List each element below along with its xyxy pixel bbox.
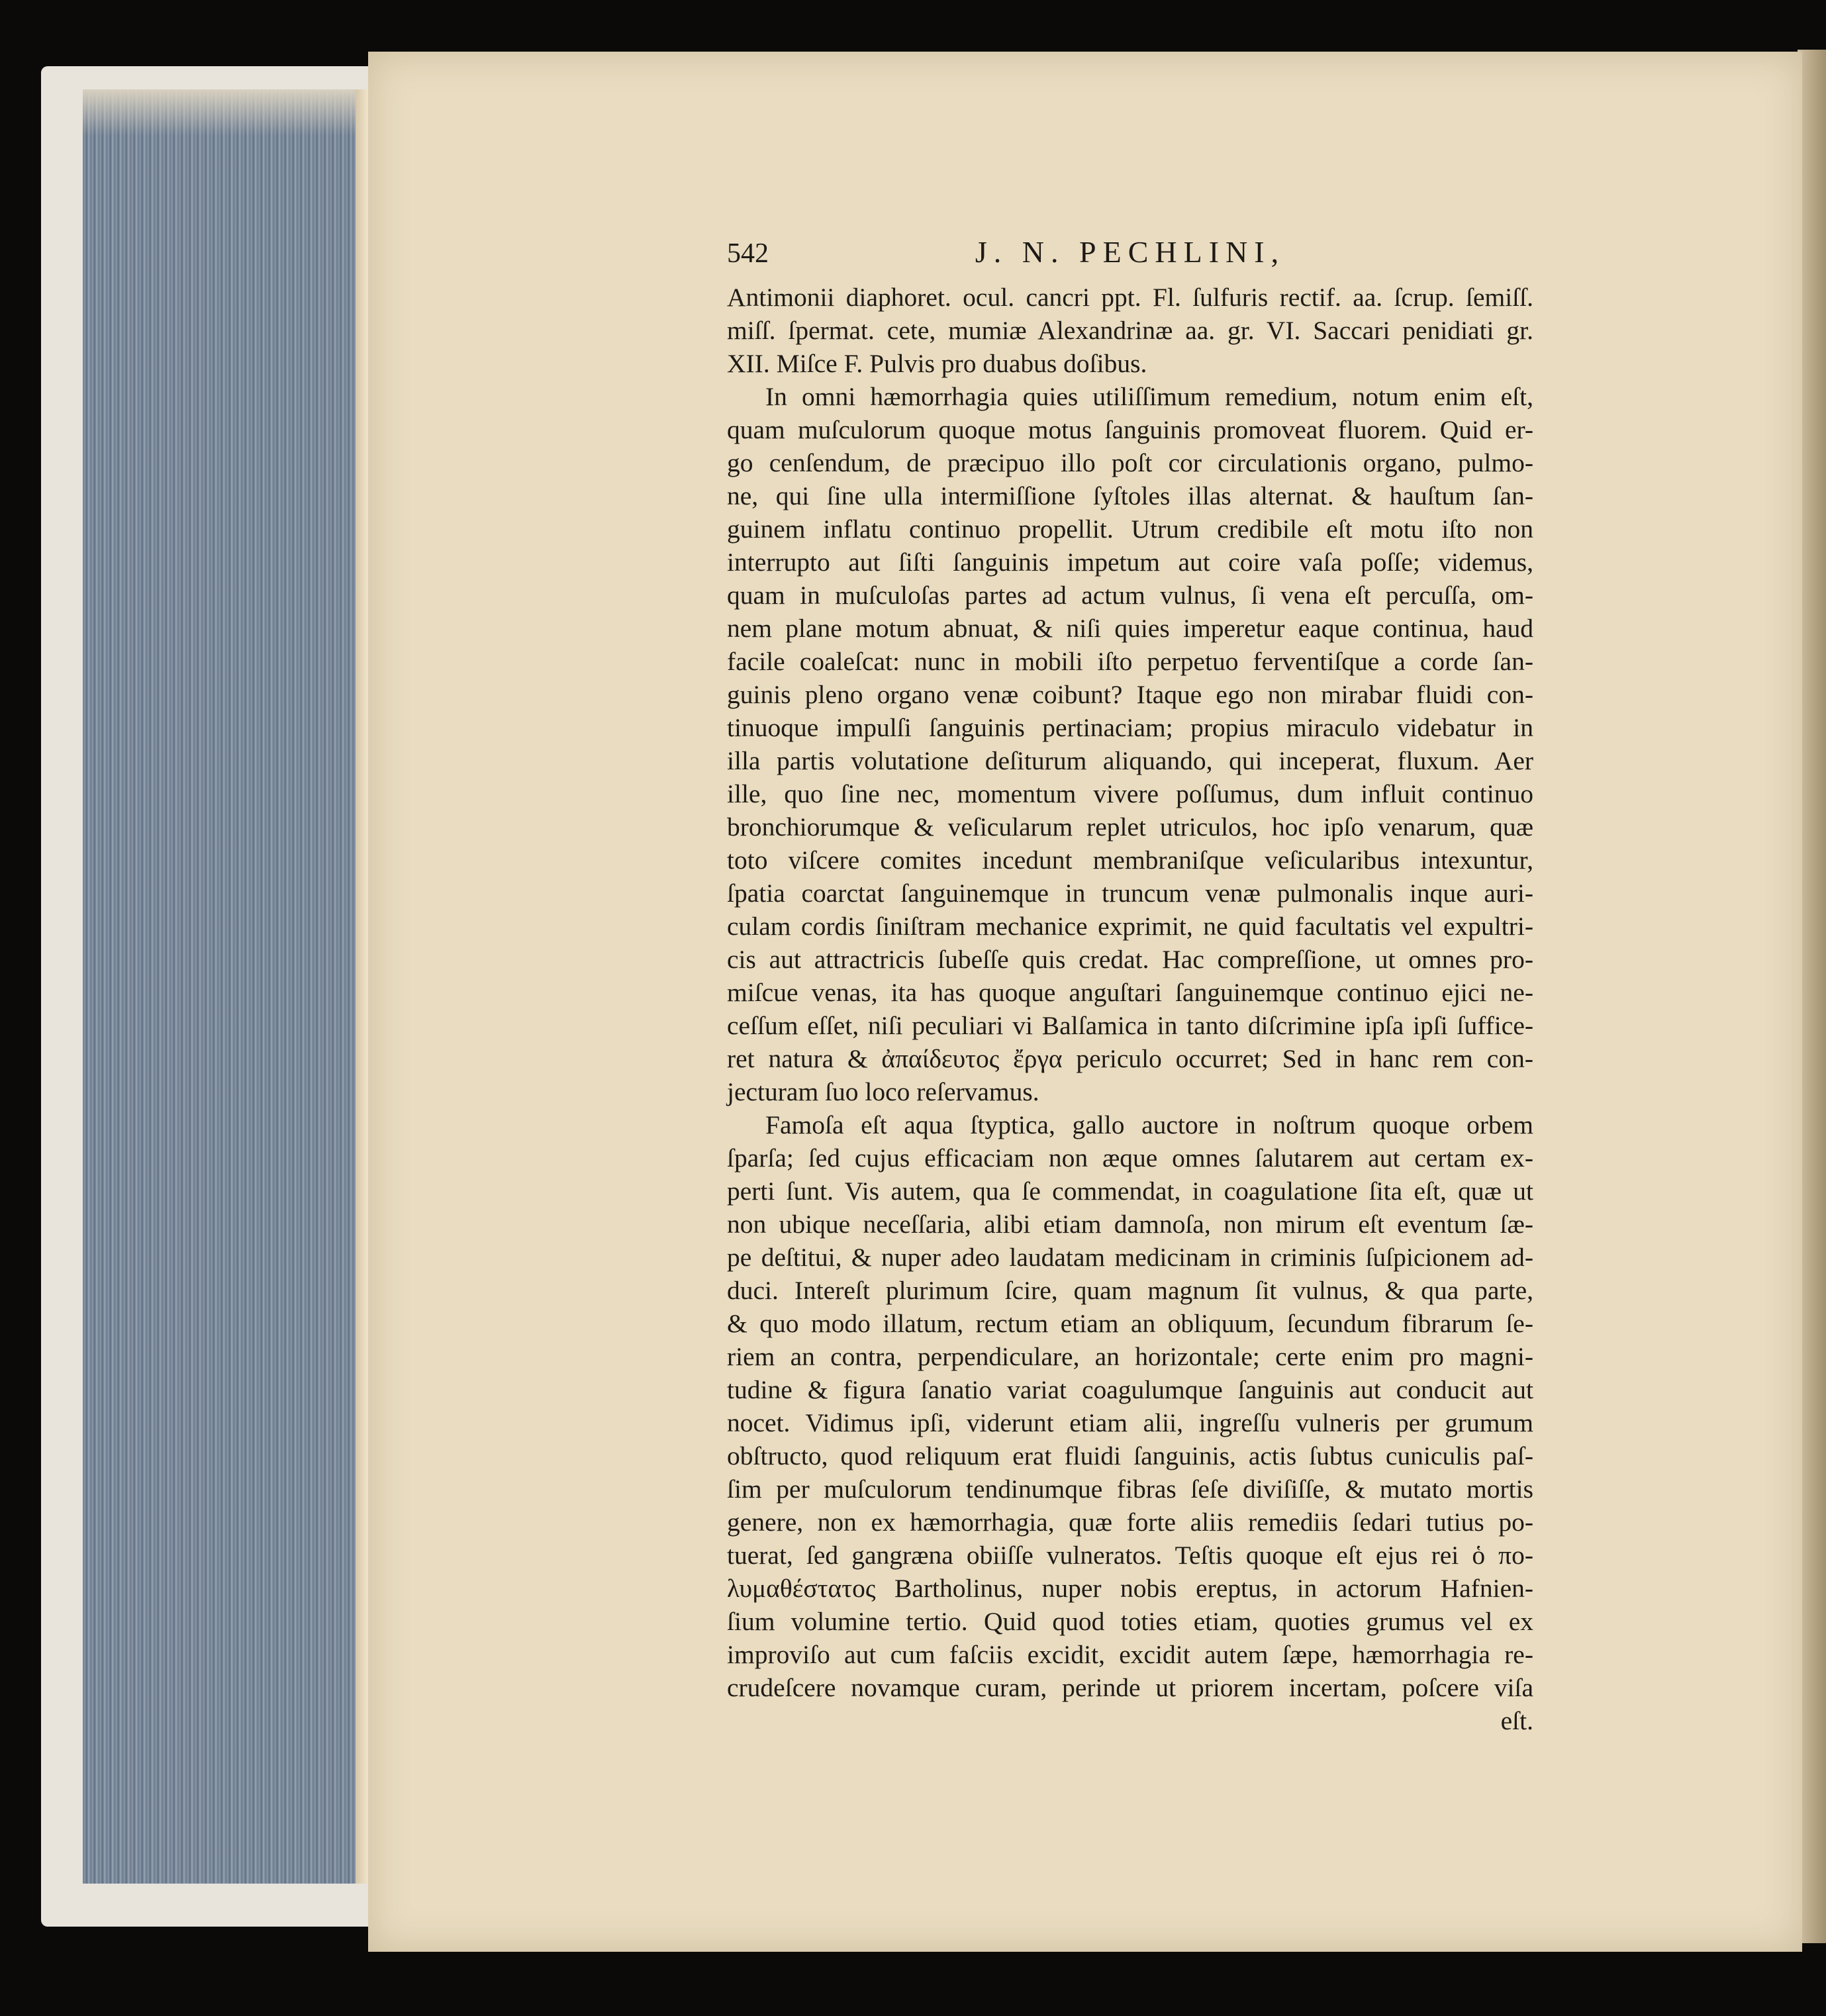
text-line: crudeſcere novamque curam, perinde ut priorem incertam, poſcere viſa — [727, 1673, 1533, 1702]
catchword: eſt. — [1500, 1706, 1533, 1735]
text-line: guinem inflatu continuo propellit. Utrum credibile eſt motu iſto non — [727, 514, 1533, 544]
text-line: ſim per muſculorum tendinumque fibras ſeſe diviſiſſe, & mutato mortis — [727, 1474, 1533, 1504]
book-page — [368, 52, 1802, 1952]
text-line: riem an contra, perpendiculare, an horizontale; certe enim pro magni- — [727, 1342, 1533, 1371]
text-line: ille, quo ſine nec, momentum vivere poſſumus, dum influit continuo — [727, 779, 1533, 808]
text-line: quam muſculorum quoque motus ſanguinis promoveat fluorem. Quid er- — [727, 415, 1533, 444]
text-line: jecturam ſuo loco reſervamus. — [727, 1077, 1039, 1106]
text-line: perti ſunt. Vis autem, qua ſe commendat, in coagulatione ſita eſt, quæ ut — [727, 1176, 1533, 1206]
text-line: ceſſum eſſet, niſi peculiari vi Balſamica in tanto diſcrimine ipſa ipſi ſuffice- — [727, 1011, 1533, 1040]
text-line: bronchiorumque & veſicularum replet utriculos, hoc ipſo venarum, quæ — [727, 812, 1533, 841]
text-line: Famoſa eſt aqua ſtyptica, gallo auctore in noſtrum quoque orbem — [765, 1110, 1533, 1139]
text-line: interrupto aut ſiſti ſanguinis impetum aut coire vaſa poſſe; videmus, — [727, 548, 1533, 577]
text-line: Antimonii diaphoret. ocul. cancri ppt. Fl. ſulfuris rectif. aa. ſcrup. ſemiſſ. — [727, 283, 1533, 312]
text-line: pe deſtitui, & nuper adeo laudatam medicinam in criminis ſuſpicionem ad- — [727, 1243, 1533, 1272]
text-line: quam in muſculoſas partes ad actum vulnus, ſi vena eſt percuſſa, om- — [727, 581, 1533, 610]
text-line: cis aut attractricis ſubeſſe quis credat. Hac compreſſione, ut omnes pro- — [727, 945, 1533, 974]
text-line: ſpatia coarctat ſanguinemque in truncum venæ pulmonalis inque auri- — [727, 879, 1533, 908]
text-line: ſium volumine tertio. Quid quod toties etiam, quoties grumus vel ex — [727, 1607, 1533, 1636]
text-line: non ubique neceſſaria, alibi etiam damnoſa, non mirum eſt eventum ſæ- — [727, 1210, 1533, 1239]
text-line: nocet. Vidimus ipſi, viderunt etiam alii, ingreſſu vulneris per grumum — [727, 1408, 1533, 1437]
text-line: tudine & figura ſanatio variat coagulumque ſanguinis aut conducit aut — [727, 1375, 1533, 1404]
page-number: 542 — [727, 238, 769, 269]
page-block-edge — [83, 89, 367, 1884]
text-line: go cenſendum, de præcipuo illo poſt cor circulationis organo, pulmo- — [727, 448, 1533, 477]
text-line: nem plane motum abnuat, & niſi quies imperetur eaque continua, haud — [727, 614, 1533, 643]
text-line: guinis pleno organo venæ coibunt? Itaque ego non mirabar fluidi con- — [727, 680, 1533, 709]
page-header — [727, 236, 1533, 281]
text-line: miſſ. ſpermat. cete, mumiæ Alexandrinæ aa. gr. VI. Saccari penidiati gr. — [727, 316, 1533, 345]
text-line: toto viſcere comites incedunt membraniſque veſicularibus intexuntur, — [727, 845, 1533, 875]
text-line: & quo modo illatum, rectum etiam an obliquum, ſecundum fibrarum ſe- — [727, 1309, 1533, 1338]
text-line: ſparſa; ſed cujus efficaciam non æque omnes ſalutarem aut certam ex- — [727, 1143, 1533, 1173]
text-line: λυμαθέστατος Bartholinus, nuper nobis ereptus, in actorum Hafnien- — [727, 1574, 1533, 1603]
text-line: illa partis volutatione deſiturum aliquando, qui inceperat, fluxum. Aer — [727, 746, 1533, 775]
text-line: genere, non ex hæmorrhagia, quæ forte aliis remediis ſedari tutius po- — [727, 1508, 1533, 1537]
page-text-block — [727, 236, 1533, 1737]
text-line: XII. Miſce F. Pulvis pro duabus doſibus. — [727, 349, 1147, 378]
text-line: tuerat, ſed gangræna obiiſſe vulneratos. Teſtis quoque eſt ejus rei ὁ πο- — [727, 1541, 1533, 1570]
text-line: facile coaleſcat: nunc in mobili iſto perpetuo ferventiſque a corde ſan- — [727, 647, 1533, 676]
text-line: obſtructo, quod reliquum erat fluidi ſanguinis, actis ſubtus cuniculis paſ- — [727, 1441, 1533, 1470]
text-line: duci. Intereſt plurimum ſcire, quam magnum ſit vulnus, & qua parte, — [727, 1276, 1533, 1305]
text-line: miſcue venas, ita has quoque anguſtari ſanguinemque continuo ejici ne- — [727, 978, 1533, 1007]
text-line: ne, qui ſine ulla intermiſſione ſyſtoles illas alternat. & hauſtum ſan- — [727, 481, 1533, 510]
text-line: improviſo aut cum faſciis excidit, excidit autem ſæpe, hæmorrhagia re- — [727, 1640, 1533, 1669]
text-line: In omni hæmorrhagia quies utiliſſimum remedium, notum enim eſt, — [765, 382, 1533, 411]
text-line: ret natura & ἀπαίδευτος ἔργα periculo occurret; Sed in hanc rem con- — [727, 1044, 1533, 1073]
text-line: culam cordis ſiniſtram mechanice exprimit, ne quid facultatis vel expultri- — [727, 912, 1533, 941]
running-head: J. N. PECHLINI, — [975, 235, 1286, 269]
text-line: tinuoque impulſi ſanguinis pertinaciam; propius miraculo videbatur in — [727, 713, 1533, 742]
